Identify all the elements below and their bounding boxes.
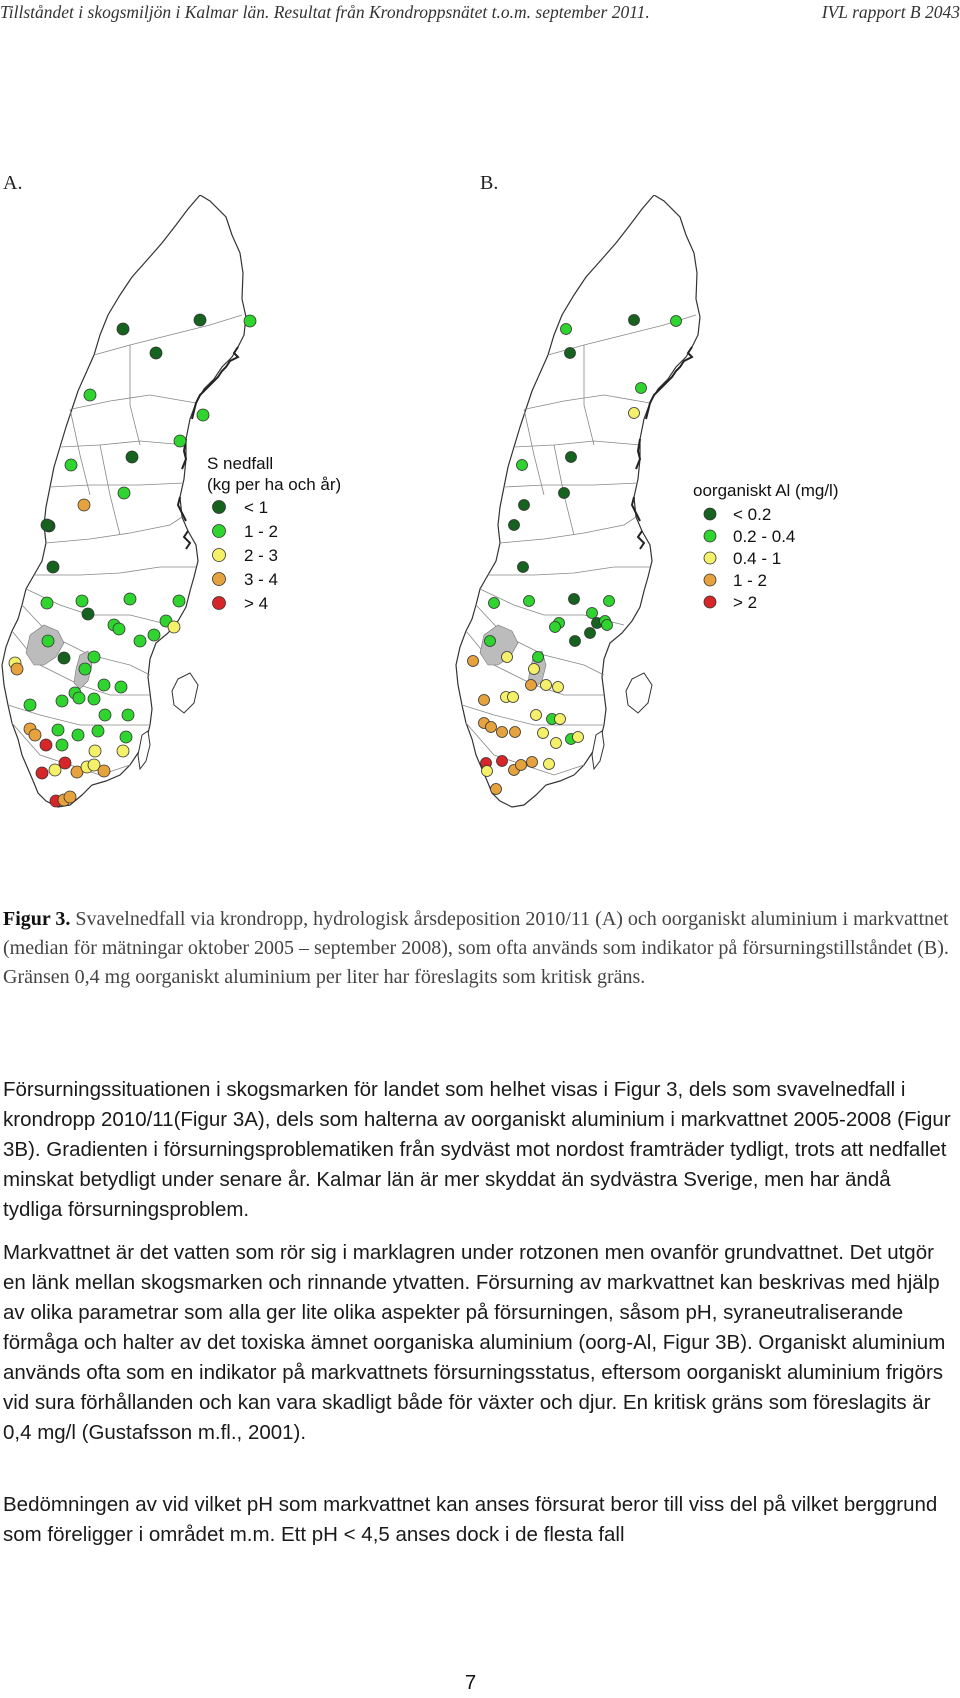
header-title: Tillståndet i skogsmiljön i Kalmar län. Resultat från Krondroppsnätet t.o.m. september 2011. [0,2,650,22]
station-marker [41,519,53,531]
station-marker [117,745,129,757]
legend-a-swatch-0 [213,501,226,514]
station-marker [98,679,110,691]
panel-label-b: B. [480,172,499,194]
station-marker [40,739,52,751]
running-header [0,2,960,26]
station-marker [52,724,64,736]
station-marker [84,389,96,401]
station-marker [482,766,493,777]
station-marker [573,732,584,743]
legend-a-unit: (kg per ha och år) [207,475,342,494]
map-a-svg [0,195,440,875]
station-marker [88,693,100,705]
station-marker [629,408,640,419]
station-marker [541,680,552,691]
legend-b-label-4: > 2 [733,593,758,612]
station-marker [79,663,91,675]
paragraph-3 [3,1490,953,1550]
station-marker [148,629,160,641]
station-marker [585,628,596,639]
station-marker [565,348,576,359]
station-marker [516,760,527,771]
station-marker [587,608,598,619]
station-marker [508,692,519,703]
station-marker [531,710,542,721]
paragraph-text: Bedömningen av vid vilket pH som markvattnet kan anses försurat beror till viss del på vilket berggrund som föreligger i området m.m. Ett pH < 4,5 anses dock i de flesta fall [3,1493,938,1546]
station-marker [524,596,535,607]
station-marker [517,460,528,471]
station-marker [244,315,256,327]
island-gotland [626,673,652,713]
station-marker [551,738,562,749]
station-marker [561,324,572,335]
station-marker [194,314,206,326]
station-marker [533,652,544,663]
legend-b-swatch-2 [704,552,716,564]
map-b [450,195,890,875]
station-marker [566,452,577,463]
station-marker [98,765,110,777]
station-marker [56,695,68,707]
station-marker [168,621,180,633]
legend-b-label-1: 0.2 - 0.4 [733,527,796,546]
station-marker [468,656,479,667]
station-marker [134,635,146,647]
legend-b-swatch-1 [704,530,716,542]
station-marker [76,595,88,607]
station-marker [113,623,125,635]
legend-b-swatch-3 [704,574,716,586]
legend-b-label-0: < 0.2 [733,505,772,524]
station-marker [64,791,76,803]
station-marker [569,594,580,605]
station-marker [527,757,538,768]
legend-b-swatch-4 [704,596,716,608]
station-marker [526,680,537,691]
paragraph-1 [3,1075,953,1225]
station-marker [529,664,540,675]
station-marker [36,767,48,779]
station-marker [150,347,162,359]
station-marker [174,435,186,447]
station-marker [497,756,508,767]
station-marker [550,622,561,633]
legend-a [213,498,279,613]
station-marker [636,383,647,394]
station-marker [29,729,41,741]
station-marker [41,597,53,609]
paragraph-text: Försurningssituationen i skogsmarken för landet som helhet visas i Figur 3, dels som svavelnedfall i krondropp 2010/11(Figur 3A), dels som halterna av oorganiskt aluminium i markvattnet 2005-2008 (Figur 3B). Gradienten i försurningsproblematiken från sydväst mot nordost framträder tydligt, trots att nedfallet minskat betydligt under senare år. Kalmar län är mer skyddat än sydvästra Sverige, men har ändå tydliga försurningsproblem. [3,1078,951,1221]
caption-text: Svavelnedfall via krondropp, hydrologisk årsdeposition 2010/11 (A) och oorganiskt aluminium i markvattnet (median för mätningar oktober 2005 – september 2008), som ofta används som indikator på försurningstillståndet (B). Gränsen 0,4 mg oorganiskt aluminium per liter har föreslagits som kritisk gräns. [3,908,949,988]
station-marker [88,651,100,663]
station-marker [118,487,130,499]
station-marker [485,636,496,647]
station-marker [115,681,127,693]
station-marker [497,727,508,738]
station-marker [479,695,490,706]
station-marker [173,595,185,607]
station-marker [124,593,136,605]
station-marker [65,459,77,471]
figure-caption [3,905,953,992]
legend-a-label-2: 2 - 3 [244,546,279,565]
station-marker [11,663,23,675]
station-marker [555,714,566,725]
station-marker [126,451,138,463]
station-marker [120,731,132,743]
station-marker [73,692,85,704]
station-marker [509,520,520,531]
legend-a-swatch-1 [213,525,226,538]
sweden-outline [456,195,700,807]
island-gotland [172,673,198,713]
legend-a-label-3: 3 - 4 [244,570,279,589]
legend-b-swatch-0 [704,508,716,520]
legend-a-swatch-2 [213,549,226,562]
station-marker [89,745,101,757]
station-marker [544,759,555,770]
panel-label-a: A. [3,172,23,194]
station-marker [491,784,502,795]
station-marker [24,699,36,711]
station-marker [602,620,613,631]
station-marker [538,728,549,739]
legend-a-swatch-4 [213,597,226,610]
legend-b-title: oorganiskt Al (mg/l) [693,481,839,500]
station-marker [72,729,84,741]
header-report-id: IVL rapport B 2043 [821,2,960,22]
station-marker [197,409,209,421]
legend-a-swatch-3 [213,573,226,586]
legend-b [704,505,795,612]
station-marker [92,725,104,737]
station-marker [42,635,54,647]
legend-a-title: S nedfall [207,454,274,473]
station-marker [518,562,529,573]
station-marker [117,323,129,335]
legend-b-label-3: 1 - 2 [733,571,768,590]
station-marker [58,652,70,664]
legend-a-label-1: 1 - 2 [244,522,279,541]
legend-a-label-0: < 1 [244,498,269,517]
station-marker [82,608,94,620]
legend-a-label-4: > 4 [244,594,269,613]
station-marker [510,727,521,738]
station-marker [570,636,581,647]
station-marker [502,652,513,663]
station-marker [629,315,640,326]
station-marker [559,488,570,499]
station-marker [604,596,615,607]
station-marker [486,722,497,733]
station-marker [519,500,530,511]
station-marker [99,709,111,721]
station-marker [56,739,68,751]
map-a [0,195,440,875]
station-marker [671,316,682,327]
page-number: 7 [465,1672,477,1694]
station-marker [553,682,564,693]
caption-label: Figur 3. [3,908,71,930]
map-b-svg [450,195,890,875]
legend-b-label-2: 0.4 - 1 [733,549,782,568]
paragraph-2 [3,1238,953,1448]
station-marker [47,561,59,573]
station-marker [489,598,500,609]
paragraph-text: Markvattnet är det vatten som rör sig i marklagren under rotzonen men ovanför grundvattnet. Det utgör en länk mellan skogsmarken och rinnande ytvatten. Försurning av markvattnet kan beskrivas med hjälp av olika parametrar som alla ger lite olika aspekter på försurningen, såsom pH, syraneutraliserande förmåga och halter av det toxiska ämnet oorganiska aluminium (oorg-Al, Figur 3B). Organiskt aluminium används ofta som en indikator på markvattnets försurningsstatus, eftersom oorganiskt aluminium frigörs vid sura förhållanden och kan vara skadligt både för växter och djur. En kritisk gräns som föreslagits är 0,4 mg/l (Gustafsson m.fl., 2001). [3,1241,946,1444]
station-marker [59,757,71,769]
station-marker [49,764,61,776]
station-marker [78,499,90,511]
station-marker [122,709,134,721]
